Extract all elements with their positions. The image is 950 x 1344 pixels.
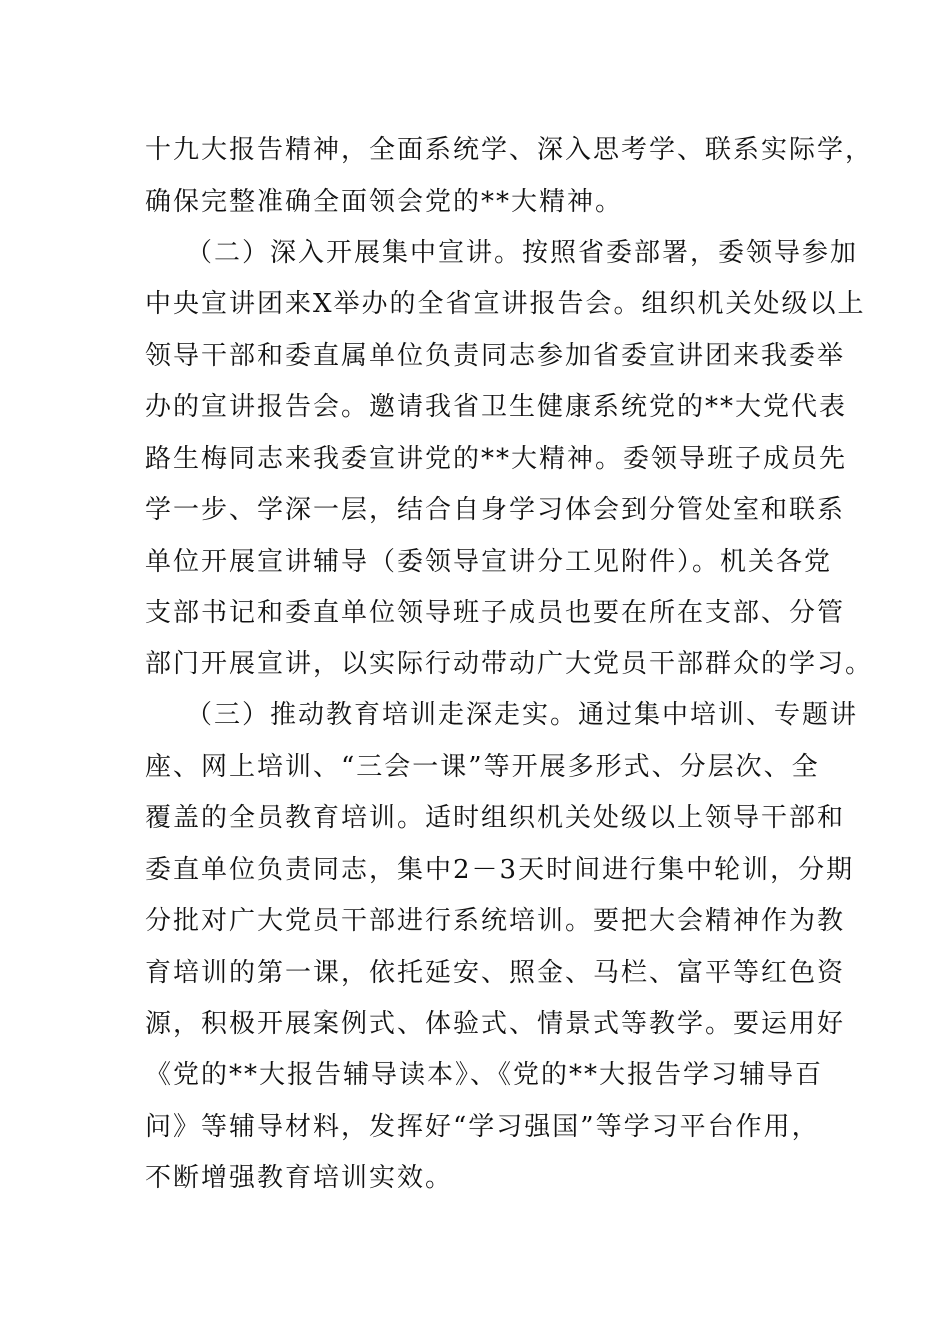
text-line: 办的宣讲报告会。邀请我省卫生健康系统党的**大党代表	[145, 392, 848, 422]
text-line: 十九大报告精神，全面系统学、深入思考学、联系实际学，	[145, 135, 874, 165]
text-line: 领导干部和委直属单位负责同志参加省委宣讲团来我委举	[145, 341, 846, 371]
text-line: 路生梅同志来我委宣讲党的**大精神。委领导班子成员先	[145, 444, 848, 474]
text-line: 座、网上培训、“三会一课”等开展多形式、分层次、全	[145, 752, 820, 782]
text-line: 单位开展宣讲辅导（委领导宣讲分工见附件）。机关各党	[145, 547, 833, 577]
text-line: 覆盖的全员教育培训。适时组织机关处级以上领导干部和	[145, 803, 846, 833]
text-line: 育培训的第一课，依托延安、照金、马栏、富平等红色资	[145, 958, 846, 988]
paragraph-heading-2: （二）深入开展集中宣讲。按照省委部署，委领导参加	[186, 238, 859, 268]
text-line: 《党的**大报告辅导读本》、《党的**大报告学习辅导百	[145, 1060, 824, 1090]
text-line: 支部书记和委直单位领导班子成员也要在所在支部、分管	[145, 598, 846, 628]
text-line: 部门开展宣讲，以实际行动带动广大党员干部群众的学习。	[145, 649, 874, 679]
text-line: 委直单位负责同志，集中2－3天时间进行集中轮训，分期	[145, 855, 855, 885]
text-line: 确保完整准确全面领会党的**大精神。	[145, 187, 624, 217]
text-line: 分批对广大党员干部进行系统培训。要把大会精神作为教	[145, 906, 846, 936]
paragraph-heading-3: （三）推动教育培训走深走实。通过集中培训、专题讲	[186, 700, 859, 730]
text-line: 问》等辅导材料，发挥好“学习强国”等学习平台作用，	[145, 1112, 820, 1142]
text-line: 不断增强教育培训实效。	[145, 1163, 454, 1193]
text-line: 学一步、学深一层，结合自身学习体会到分管处室和联系	[145, 495, 846, 525]
text-line: 源，积极开展案例式、体验式、情景式等教学。要运用好	[145, 1009, 846, 1039]
text-line: 中央宣讲团来X举办的全省宣讲报告会。组织机关处级以上	[145, 289, 866, 319]
